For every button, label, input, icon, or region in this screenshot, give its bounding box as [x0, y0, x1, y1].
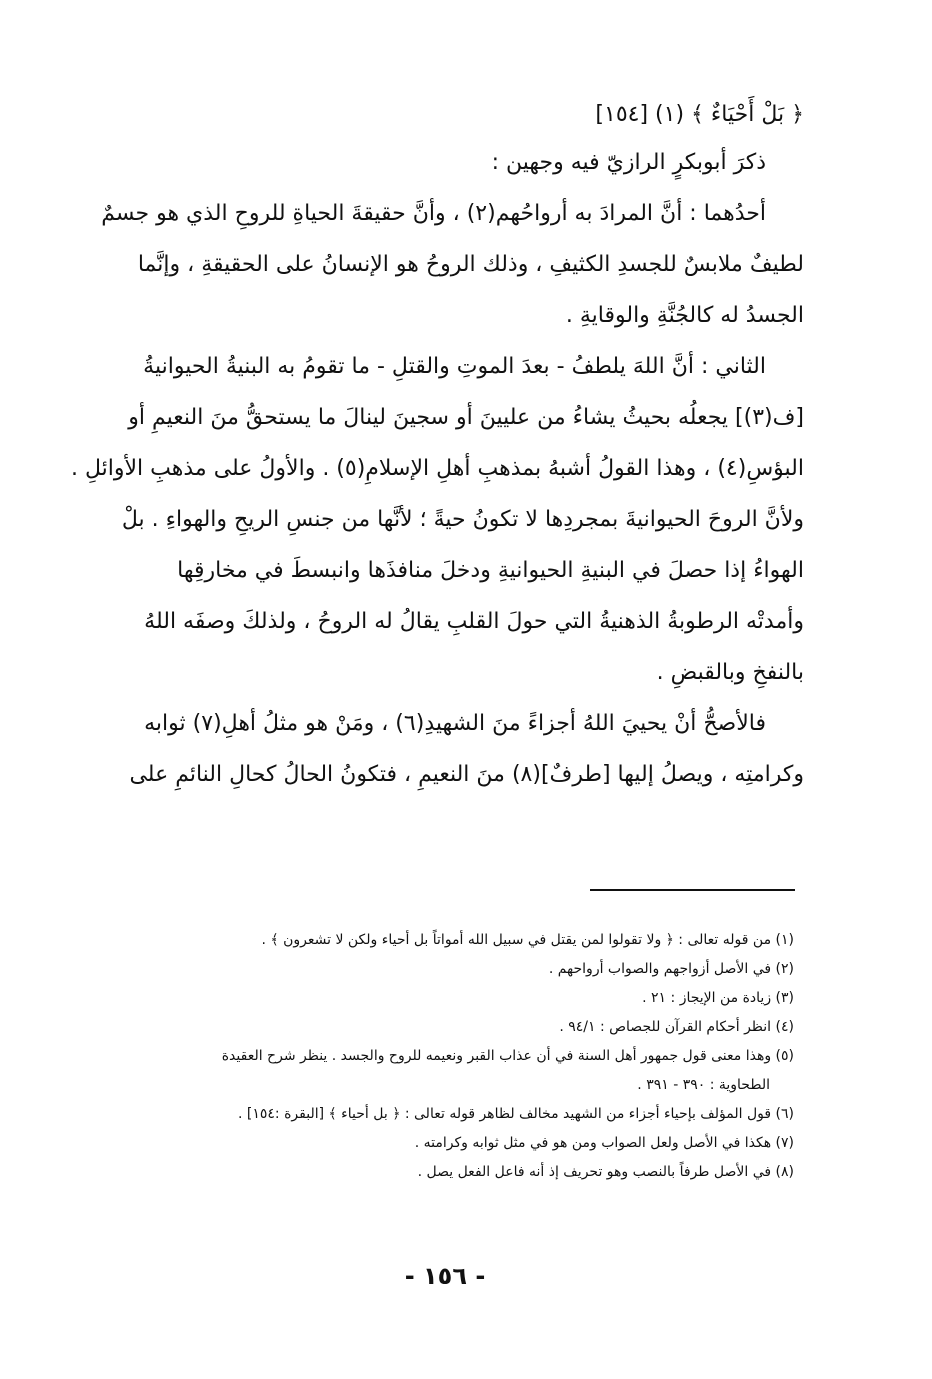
footnote-continuation: الطحاوية : ٣٩٠ - ٣٩١ .	[637, 1077, 770, 1093]
body-line: وكرامتِه ، ويصلُ إليها [طرفٌ](٨) منَ النعيمِ ، فتكونُ الحالُ كحالِ النائمِ على	[129, 762, 804, 787]
footnote: (٧) هكذا في الأصل ولعل الصواب ومن هو في مثل ثوابه وكرامته .	[414, 1135, 794, 1151]
body-line: [ف(٣)] يجعلُه بحيثُ يشاءُ من عليينَ أو سجينَ لينالَ ما يستحقُّ منَ النعيمِ أو	[128, 405, 804, 430]
footnotes	[139, 926, 794, 1187]
verse-heading: ﴿ بَلْ أَحْيَاءٌ ﴾ (١) [١٥٤]	[595, 102, 804, 127]
footnote: (٣) زيادة من الإيجاز : ٢١ .	[642, 990, 794, 1006]
body-line: وأمدتْه الرطوبةُ الذهنيةُ التي حولَ القلبِ يقالُ له الروحُ ، ولذلكَ وصفَه اللهُ	[144, 609, 804, 634]
body-line: لطيفٌ ملابسٌ للجسدِ الكثيفِ ، وذلك الروحُ هو الإنسانُ على الحقيقةِ ، وإنَّما	[137, 252, 804, 277]
body-line: أحدُهما : أنَّ المرادَ به أرواحُهم(٢) ، وأنَّ حقيقةَ الحياةِ للروحِ الذي هو جسمٌ	[101, 201, 766, 226]
body-line: الجسدُ له كالجُنَّةِ والوقايةِ .	[565, 303, 804, 328]
footnote: (٢) في الأصل أزواجهم والصواب أرواحهم .	[548, 961, 794, 977]
footnote: (٦) قول المؤلف بإحياء أجزاء من الشهيد مخالف لظاهر قوله تعالى : ﴿ بل أحياء ﴾ [البقرة :١٥٤] .	[237, 1106, 794, 1122]
footnote: (٨) في الأصل طرفاً بالنصب وهو تحريف إذ أنه فاعل الفعل يصل .	[417, 1164, 794, 1180]
body-line: الثاني : أنَّ اللهَ يلطفُ - بعدَ الموتِ والقتلِ - ما تقومُ به البنيةُ الحيوانيةُ	[143, 354, 766, 379]
body-line: ولأنَّ الروحَ الحيوانيةَ بمجردِها لا تكونُ حيةً ؛ لأنَّها من جنسِ الريحِ والهواءِ . بلْ	[121, 507, 804, 532]
body-line: البؤسِ(٤) ، وهذا القولُ أشبهُ بمذهبِ أهلِ الإسلامِ(٥) . والأولُ على مذهبِ الأوائلِ .	[71, 456, 804, 481]
body-line: فالأصحُّ أنْ يحييَ اللهُ أجزاءً منَ الشهيدِ(٦) ، ومَنْ هو مثلُ أهلِ(٧) ثوابه	[144, 711, 766, 736]
footnote: (٥) وهذا معنى قول جمهور أهل السنة في أن عذاب القبر ونعيمه للروح والجسد . ينظر شرح العقيدة	[221, 1048, 794, 1064]
footnote: (٤) انظر أحكام القرآن للجصاص : ٩٤/١ .	[559, 1019, 794, 1035]
body-line: بالنفخِ وبالقبضِ .	[656, 660, 804, 685]
main-text	[71, 94, 804, 803]
body-line: الهواءُ إذا حصلَ في البنيةِ الحيوانيةِ ودخلَ منافذَها وانبسطَ في مخارقِها	[177, 558, 804, 583]
footnote-separator	[590, 889, 795, 891]
body-line: ذكرَ أبوبكرٍ الرازيّ فيه وجهين :	[491, 150, 766, 175]
footnote: (١) من قوله تعالى : ﴿ ولا تقولوا لمن يقتل في سبيل الله أمواتاً بل أحياء ولكن لا تشعرون ﴾ .	[261, 932, 794, 948]
page-number: - ١٥٦ -	[404, 1262, 486, 1290]
